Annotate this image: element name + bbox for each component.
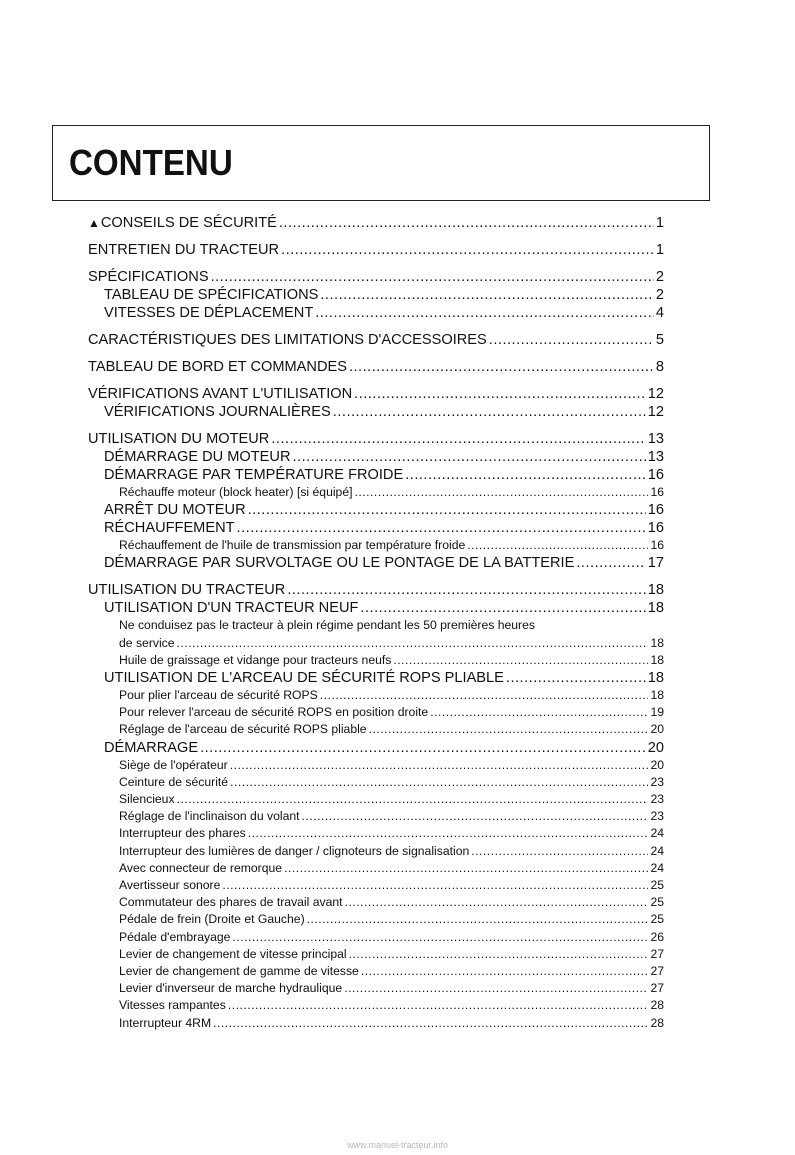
toc-label: UTILISATION DU TRACTEUR xyxy=(88,582,286,599)
toc-entry-arret-moteur[interactable] xyxy=(88,501,664,519)
toc-page: 24 xyxy=(650,860,664,875)
toc-entry-plier-arceau[interactable] xyxy=(88,687,664,704)
toc-page: 12 xyxy=(647,386,664,402)
toc-page: 18 xyxy=(650,635,664,650)
toc-entry-interrupteur-4rm[interactable] xyxy=(88,1015,664,1032)
footer-watermark: www.manuel-tracteur.info xyxy=(346,1140,449,1150)
toc-label: DÉMARRAGE PAR SURVOLTAGE OU LE PONTAGE DE LA BATTERIE xyxy=(104,555,575,572)
leader-dots xyxy=(349,946,649,963)
leader-dots xyxy=(302,808,649,825)
toc-page: 26 xyxy=(650,929,664,944)
toc-entry-levier-gamme[interactable] xyxy=(88,963,664,980)
warning-triangle-icon: ▲ xyxy=(88,216,100,230)
toc-page: 16 xyxy=(647,520,664,537)
toc-entry-relever-arceau[interactable] xyxy=(88,704,664,721)
toc-page: 1 xyxy=(655,215,664,231)
toc-label: VÉRIFICATIONS JOURNALIÈRES xyxy=(104,404,331,420)
leader-dots xyxy=(232,929,648,946)
toc-entry-utilisation-tracteur[interactable] xyxy=(88,581,664,599)
toc-page: 13 xyxy=(647,449,664,465)
leader-dots xyxy=(471,843,648,860)
toc-label: Interrupteur des phares xyxy=(119,826,246,841)
leader-dots xyxy=(345,894,649,911)
toc-entry-lumieres-danger[interactable] xyxy=(88,843,664,860)
leader-dots xyxy=(211,268,654,286)
toc-page: 27 xyxy=(650,964,664,979)
toc-page: 20 xyxy=(650,757,664,772)
toc-page: 24 xyxy=(650,843,664,858)
toc-label: Pédale de frein (Droite et Gauche) xyxy=(119,912,305,927)
toc-page: 2 xyxy=(655,287,664,303)
toc-label: CARACTÉRISTIQUES DES LIMITATIONS D'ACCESSOIRES xyxy=(88,332,487,348)
toc-entry-utilisation-moteur[interactable] xyxy=(88,430,664,448)
leader-dots xyxy=(271,430,645,448)
toc-entry-demarrage-froid[interactable] xyxy=(88,466,664,484)
toc-entry-plein-regime[interactable] xyxy=(88,617,664,651)
toc-page: 17 xyxy=(647,555,664,572)
toc-page: 28 xyxy=(650,1015,664,1030)
leader-dots xyxy=(281,241,654,259)
toc-entry-siege[interactable] xyxy=(88,757,664,774)
toc-label: DÉMARRAGE xyxy=(104,739,199,756)
toc-page: 18 xyxy=(647,670,664,687)
leader-dots xyxy=(576,554,645,572)
toc-label: Pour plier l'arceau de sécurité ROPS xyxy=(119,688,318,703)
leader-dots xyxy=(284,860,648,877)
toc-entry-verif-journalieres[interactable] xyxy=(88,403,664,421)
toc-entry-tableau-specs[interactable] xyxy=(88,286,664,304)
toc-entry-levier-inverseur[interactable] xyxy=(88,980,664,997)
toc-page: 25 xyxy=(650,895,664,910)
leader-dots xyxy=(200,739,646,757)
leader-dots xyxy=(349,358,654,376)
toc-label: Réchauffement de l'huile de transmission par température froide xyxy=(119,538,466,553)
toc-entry-pedale-frein[interactable] xyxy=(88,911,664,928)
toc-page: 23 xyxy=(650,774,664,789)
toc-label: VITESSES DE DÉPLACEMENT xyxy=(104,305,314,321)
toc-label: Réchauffe moteur (block heater) [si équipé] xyxy=(119,485,353,499)
leader-dots xyxy=(320,687,649,704)
toc-label: Vitesses rampantes xyxy=(119,998,226,1013)
toc-label: TABLEAU DE BORD ET COMMANDES xyxy=(88,359,347,375)
toc-page: 18 xyxy=(647,600,664,617)
toc-label: Réglage de l'arceau de sécurité ROPS pliable xyxy=(119,722,367,737)
leader-dots xyxy=(292,448,645,466)
leader-dots xyxy=(248,825,649,842)
toc-page: 18 xyxy=(650,688,664,703)
leader-dots xyxy=(333,403,646,421)
toc-label: TABLEAU DE SPÉCIFICATIONS xyxy=(104,287,319,303)
toc-label: Pédale d'embrayage xyxy=(119,929,231,944)
toc-label: Avec connecteur de remorque xyxy=(119,860,283,875)
leader-dots xyxy=(230,757,649,774)
toc-entry-specifications[interactable] xyxy=(88,268,664,286)
toc-label: Siège de l'opérateur xyxy=(119,757,228,772)
toc-entry-entretien[interactable] xyxy=(88,241,664,259)
toc-entry-vitesses-deplacement[interactable] xyxy=(88,304,664,322)
leader-dots xyxy=(355,484,649,501)
toc-label: Avertisseur sonore xyxy=(119,878,221,893)
toc-entry-silencieux[interactable] xyxy=(88,791,664,808)
toc-page: 5 xyxy=(655,332,664,348)
toc-label: Levier d'inverseur de marche hydraulique xyxy=(119,981,343,996)
leader-dots xyxy=(467,537,648,554)
toc-label: Commutateur des phares de travail avant xyxy=(119,895,343,910)
leader-dots xyxy=(354,385,646,403)
leader-dots xyxy=(307,911,649,928)
toc-label: Silencieux xyxy=(119,792,175,807)
leader-dots xyxy=(360,599,645,617)
toc-page: 25 xyxy=(650,878,664,893)
title-box xyxy=(52,125,710,201)
toc-label: Interrupteur 4RM xyxy=(119,1015,212,1030)
toc-page: 16 xyxy=(647,502,664,519)
leader-dots xyxy=(344,980,648,997)
toc-label-line2: de service xyxy=(119,635,175,650)
leader-dots xyxy=(315,304,654,322)
toc-label: Interrupteur des lumières de danger / clignoteurs de signalisation xyxy=(119,843,470,858)
leader-dots xyxy=(393,652,648,669)
toc-page: 20 xyxy=(650,722,664,737)
leader-dots xyxy=(287,581,645,599)
leader-dots xyxy=(177,791,649,808)
toc-label: Huile de graissage et vidange pour tracteurs neufs xyxy=(119,652,392,667)
toc-entry-limitations[interactable] xyxy=(88,331,664,349)
toc-entry-vitesses-rampantes[interactable] xyxy=(88,997,664,1014)
toc-label: Pour relever l'arceau de sécurité ROPS en position droite xyxy=(119,705,429,720)
toc-page: 13 xyxy=(647,431,664,447)
toc-page: 4 xyxy=(655,305,664,321)
toc-label: ENTRETIEN DU TRACTEUR xyxy=(88,242,280,258)
toc-label: SPÉCIFICATIONS xyxy=(88,269,209,285)
toc-page: 1 xyxy=(655,242,664,258)
toc-label: VÉRIFICATIONS AVANT L'UTILISATION xyxy=(88,386,353,402)
toc-label xyxy=(88,214,277,232)
toc-page: 16 xyxy=(650,538,664,553)
toc-entry-demarrage-moteur[interactable] xyxy=(88,448,664,466)
toc-page: 19 xyxy=(650,705,664,720)
leader-dots xyxy=(222,877,648,894)
toc-label: RÉCHAUFFEMENT xyxy=(104,520,235,537)
toc-entry-conseils[interactable] xyxy=(88,214,664,232)
leader-dots xyxy=(320,286,654,304)
leader-dots xyxy=(213,1015,648,1032)
toc-label: DÉMARRAGE DU MOTEUR xyxy=(104,449,291,465)
toc-entry-avertisseur[interactable] xyxy=(88,877,664,894)
leader-dots xyxy=(248,501,646,519)
toc-entry-plein-regime-line2 xyxy=(119,635,664,652)
leader-dots xyxy=(506,669,646,687)
toc-label: ARRÊT DU MOTEUR xyxy=(104,502,246,519)
leader-dots xyxy=(237,519,646,537)
toc-entry-rechauffement[interactable] xyxy=(88,519,664,537)
toc-label: UTILISATION DE L'ARCEAU DE SÉCURITÉ ROPS PLIABLE xyxy=(104,670,504,687)
toc-page: 12 xyxy=(647,404,664,420)
leader-dots xyxy=(361,963,649,980)
leader-dots xyxy=(405,466,646,484)
leader-dots xyxy=(230,774,648,791)
toc-page: 18 xyxy=(647,582,664,599)
toc-page: 27 xyxy=(650,946,664,961)
toc-entry-levier-principal[interactable] xyxy=(88,946,664,963)
toc-entry-huile-graissage[interactable] xyxy=(88,652,664,669)
leader-dots xyxy=(489,331,654,349)
toc-label: UTILISATION D'UN TRACTEUR NEUF xyxy=(104,600,359,617)
toc-entry-reglage-arceau[interactable] xyxy=(88,721,664,738)
table-of-contents xyxy=(88,214,664,1032)
toc-label: Réglage de l'inclinaison du volant xyxy=(119,809,300,824)
leader-dots xyxy=(279,214,654,232)
toc-entry-interrupteur-phares[interactable] xyxy=(88,825,664,842)
toc-page: 23 xyxy=(650,792,664,807)
toc-entry-phares-travail[interactable] xyxy=(88,894,664,911)
toc-label: DÉMARRAGE PAR TEMPÉRATURE FROIDE xyxy=(104,467,404,483)
toc-entry-rechauffe-moteur[interactable] xyxy=(88,484,664,501)
toc-page: 8 xyxy=(655,359,664,375)
toc-page: 25 xyxy=(650,912,664,927)
toc-label: Levier de changement de gamme de vitesse xyxy=(119,964,359,979)
leader-dots xyxy=(228,997,649,1014)
toc-entry-survoltage[interactable] xyxy=(88,554,664,572)
toc-entry-demarrage[interactable] xyxy=(88,739,664,757)
toc-entry-tableau-bord[interactable] xyxy=(88,358,664,376)
toc-page: 2 xyxy=(655,269,664,285)
leader-dots xyxy=(369,721,649,738)
toc-label-line1: Ne conduisez pas le tracteur à plein régime pendant les 50 premières heures xyxy=(119,618,535,633)
toc-entry-rechauffement-huile[interactable] xyxy=(88,537,664,554)
toc-label: Ceinture de sécurité xyxy=(119,774,229,789)
toc-entry-ceinture[interactable] xyxy=(88,774,664,791)
toc-entry-pedale-embrayage[interactable] xyxy=(88,929,664,946)
toc-page: 23 xyxy=(650,809,664,824)
toc-page: 24 xyxy=(650,826,664,841)
toc-page: 16 xyxy=(650,485,664,499)
toc-label: UTILISATION DU MOTEUR xyxy=(88,431,270,447)
toc-label-text: CONSEILS DE SÉCURITÉ xyxy=(100,215,277,231)
toc-entry-arceau-rops[interactable] xyxy=(88,669,664,687)
toc-label: Levier de changement de vitesse principal xyxy=(119,946,347,961)
toc-page: 27 xyxy=(650,981,664,996)
page-title: CONTENU xyxy=(69,142,233,183)
toc-entry-connecteur-remorque[interactable] xyxy=(88,860,664,877)
toc-page: 28 xyxy=(650,998,664,1013)
toc-page: 20 xyxy=(647,739,664,756)
leader-dots xyxy=(430,704,648,721)
leader-dots xyxy=(177,635,649,652)
toc-page: 18 xyxy=(650,652,664,667)
toc-entry-verifications[interactable] xyxy=(88,385,664,403)
toc-entry-inclinaison-volant[interactable] xyxy=(88,808,664,825)
toc-page: 16 xyxy=(647,467,664,483)
toc-entry-tracteur-neuf[interactable] xyxy=(88,599,664,617)
